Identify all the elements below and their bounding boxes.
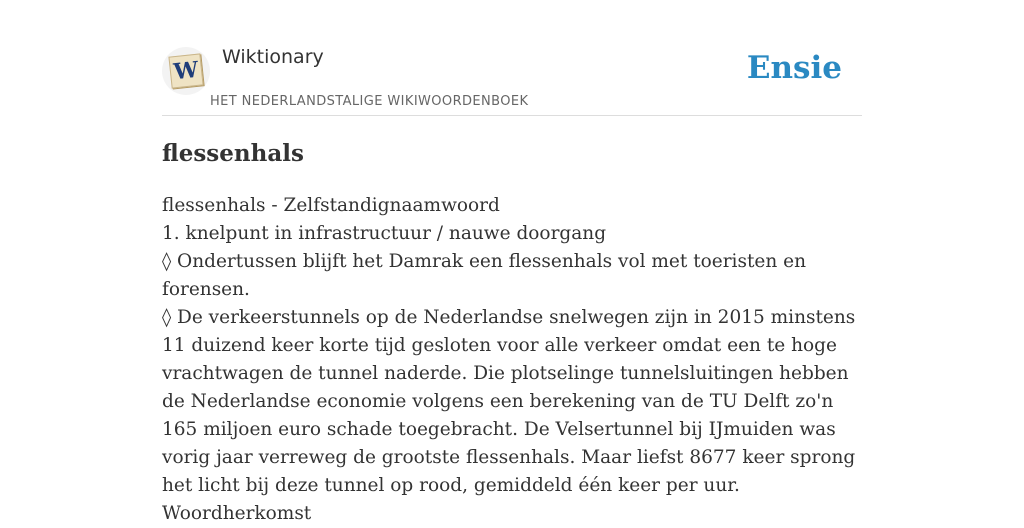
word-class-line: flessenhals - Zelfstandignaamwoord bbox=[162, 195, 500, 216]
ensie-brand-link[interactable]: Ensie bbox=[746, 50, 842, 86]
page bbox=[162, 0, 862, 524]
site-name[interactable]: Wiktionary bbox=[222, 46, 324, 68]
site-subtitle: HET NEDERLANDSTALIGE WIKIWOORDENBOEK bbox=[210, 94, 529, 109]
definition: 1. knelpunt in infrastructuur / nauwe doorgang bbox=[162, 223, 607, 244]
wiktionary-logo[interactable] bbox=[162, 47, 210, 95]
section-heading: Woordherkomst bbox=[162, 503, 312, 524]
logo-tile-icon: W bbox=[168, 53, 203, 88]
header-divider bbox=[162, 115, 862, 116]
example-sentence: ◊ De verkeerstunnels op de Nederlandse snelwegen zijn in 2015 minstens 11 duizend keer korte tijd gesloten voor alle verkeer omdat een te hoge vrachtwagen de tunnel naderde. Die plotselinge tunnelsluitingen hebben de Nederlandse economie volgens een berekening van de TU Delft zo'n 165 miljoen euro schade toegebracht. De Velsertunnel bij IJmuiden was vorig jaar verreweg de grootste flessenhals. Maar liefst 8677 keer sprong het licht bij deze tunnel op rood, gemiddeld één keer per uur. bbox=[162, 307, 856, 496]
page-title: flessenhals bbox=[162, 140, 304, 167]
entry-content bbox=[162, 192, 862, 500]
example-sentence: ◊ Ondertussen blijft het Damrak een flessenhals vol met toeristen en forensen. bbox=[162, 251, 807, 300]
